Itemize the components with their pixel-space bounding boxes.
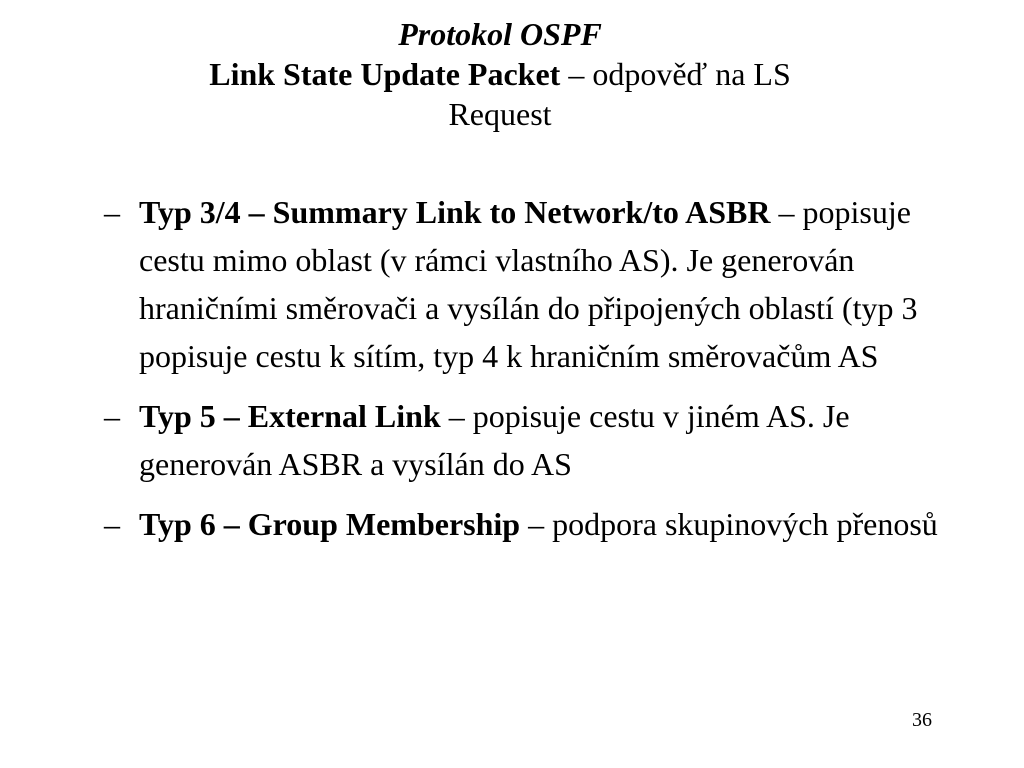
item-term: Typ 6 – Group Membership: [139, 506, 521, 542]
title-line-protocol: Protokol OSPF: [398, 16, 602, 52]
item-description: – popisuje cestu mimo oblast (v rámci vlastního AS). Je generován hraničními směrovači a vysílán do připojených oblastí (typ 3 popisuje cestu k sítím, typ 4 k hraničním směrovačům AS: [139, 194, 918, 374]
item-term: Typ 5 – External Link: [139, 398, 441, 434]
page-number: 36: [912, 709, 932, 731]
bullet-dash: –: [104, 194, 120, 230]
title-packet-name: Link State Update Packet: [209, 56, 561, 92]
list-item-typ-5: [104, 392, 984, 488]
title-line-request: Request: [448, 96, 552, 132]
bullet-dash: –: [104, 398, 120, 434]
item-description: – popisuje cestu v jiném AS. Je generován ASBR a vysílán do AS: [139, 398, 850, 482]
title-line-packet: [0, 54, 1000, 94]
item-description: – podpora skupinových přenosů: [520, 506, 938, 542]
bullet-dash: –: [104, 506, 120, 542]
item-term: Typ 3/4 – Summary Link to Network/to ASBR: [139, 194, 771, 230]
slide-title: [0, 14, 1000, 134]
bullet-list: [104, 188, 984, 560]
list-item-typ-3-4: [104, 188, 984, 380]
title-packet-desc: – odpověď na LS: [560, 56, 791, 92]
list-item-typ-6: [104, 500, 984, 548]
